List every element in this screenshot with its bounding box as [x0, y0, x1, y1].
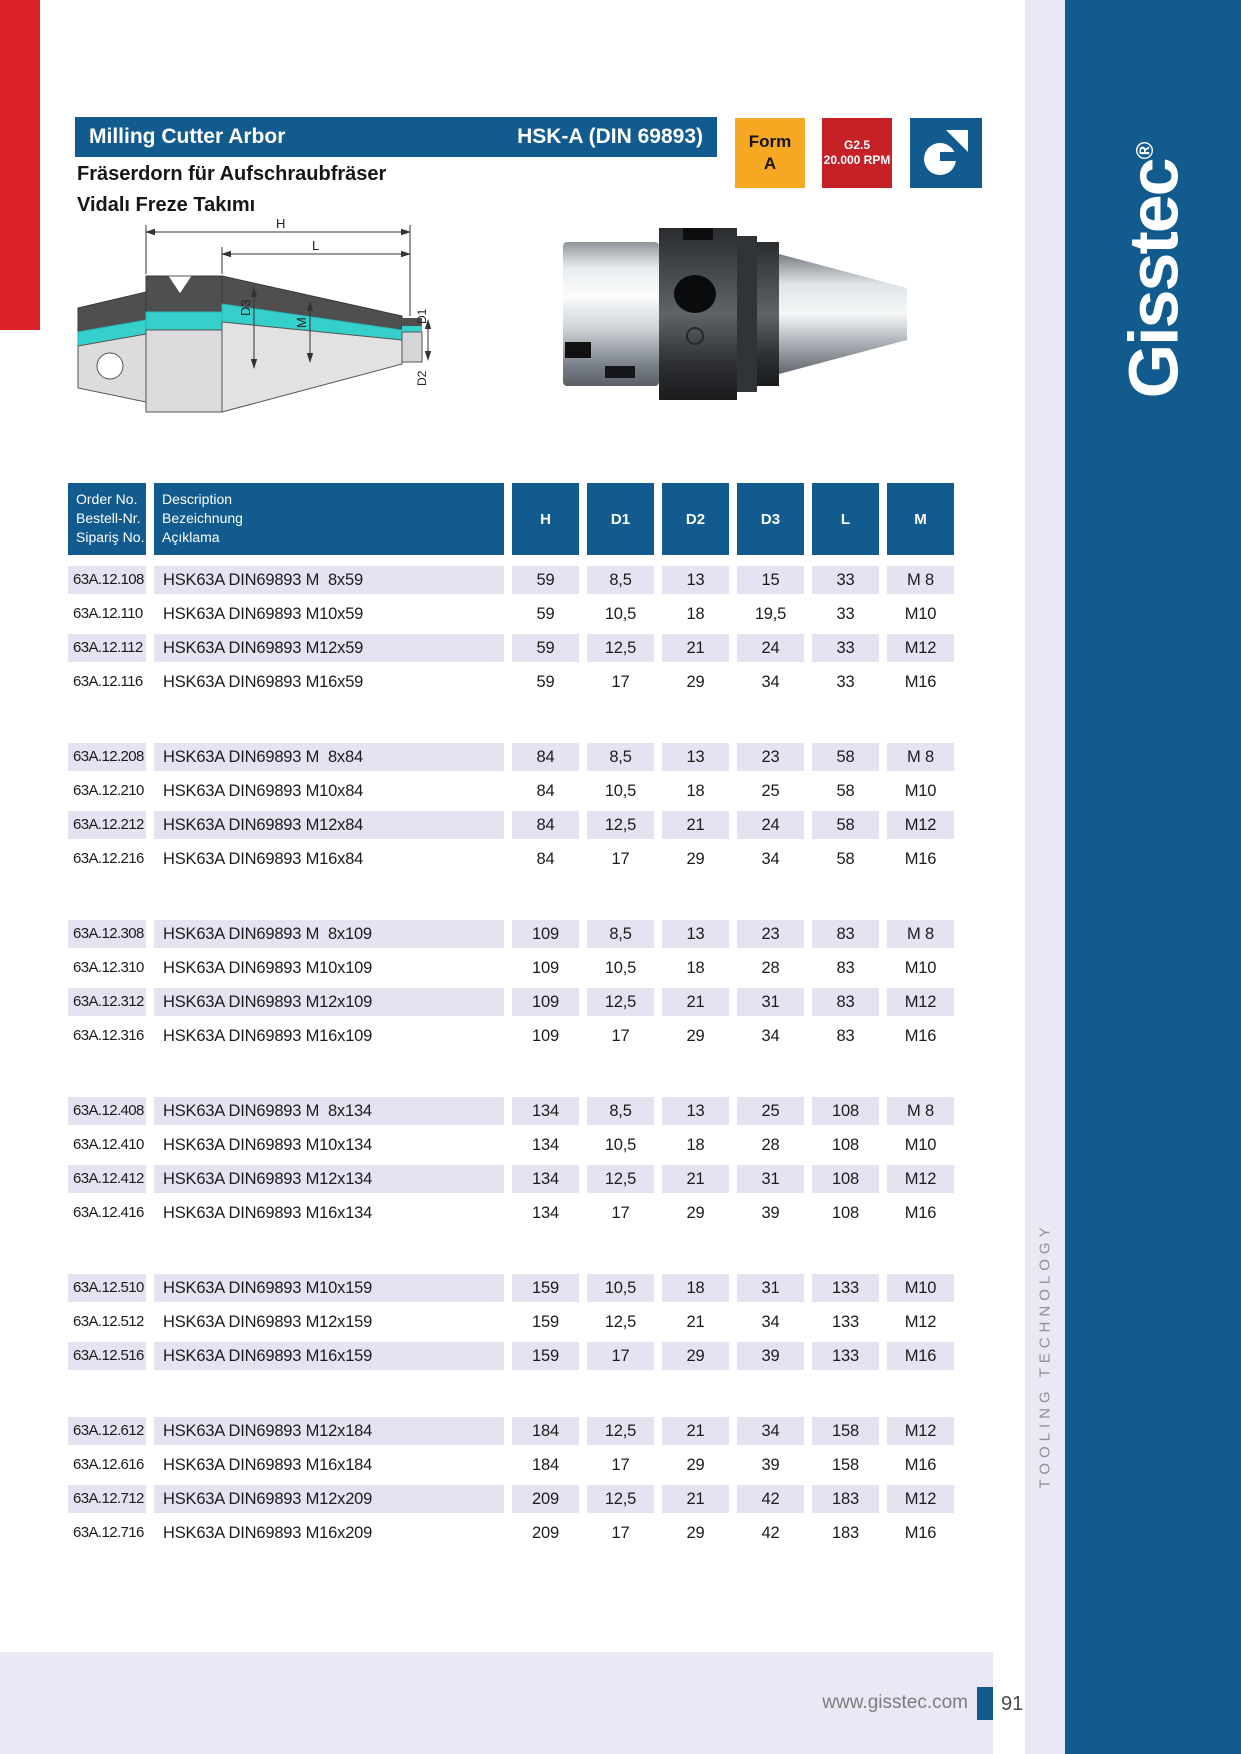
cell-d1: 8,5: [587, 743, 654, 771]
cell-d2: 29: [686, 1456, 705, 1474]
table-row-group: [68, 743, 954, 873]
cell-d3: 39: [737, 1342, 804, 1370]
brand-name: Gisstec: [1114, 159, 1192, 399]
standard-label: HSK-A (DIN 69893): [517, 125, 703, 148]
cell-l: 83: [836, 1027, 855, 1045]
cell-d3: 19,5: [754, 605, 787, 623]
technical-drawing: [58, 216, 434, 418]
subtitle-german: Fräserdorn für Aufschraubfräser: [77, 163, 387, 185]
cell-m: M10: [887, 1274, 954, 1302]
holder-body: [563, 242, 659, 386]
cell-d3: 34: [761, 1027, 780, 1045]
speed-badge-line2: 20.000 RPM: [823, 153, 891, 167]
dim-label-d1: D1: [415, 308, 429, 324]
cell-m: M10: [904, 782, 937, 800]
cell-l: 133: [832, 1313, 859, 1331]
page-number: 91: [1001, 1693, 1024, 1715]
cell-m: M 8: [887, 743, 954, 771]
cell-d1: 17: [611, 1204, 630, 1222]
cell-d1: 8,5: [587, 920, 654, 948]
cell-d1: 10,5: [604, 782, 637, 800]
cell-d1: 10,5: [604, 605, 637, 623]
cell-desc: HSK63A DIN69893 M 8x84: [154, 743, 504, 771]
cell-order: 63A.12.712: [68, 1485, 146, 1513]
cell-d3: 15: [737, 566, 804, 594]
cell-m: M16: [904, 1524, 937, 1542]
cell-m: M16: [904, 673, 937, 691]
cell-d3: 25: [761, 782, 780, 800]
cell-h: 109: [532, 959, 559, 977]
cell-d2: 29: [686, 673, 705, 691]
cell-d1: 12,5: [587, 988, 654, 1016]
cell-h: 184: [532, 1456, 559, 1474]
cell-desc: HSK63A DIN69893 M10x134: [163, 1136, 373, 1154]
cell-order: 63A.12.408: [68, 1097, 146, 1125]
cell-d2: 13: [662, 920, 729, 948]
header-cell-m: M: [887, 483, 954, 555]
cell-d2: 21: [662, 1165, 729, 1193]
cell-d1: 12,5: [587, 811, 654, 839]
cell-h: 134: [532, 1204, 559, 1222]
table-header: [68, 483, 954, 555]
cell-desc: HSK63A DIN69893 M12x209: [154, 1485, 504, 1513]
cell-d1: 17: [611, 673, 630, 691]
cell-desc: HSK63A DIN69893 M10x59: [163, 605, 364, 623]
cell-l: 83: [836, 959, 855, 977]
cell-d3: 34: [761, 1313, 780, 1331]
cell-l: 108: [812, 1165, 879, 1193]
cell-l: 83: [812, 920, 879, 948]
cell-order: 63A.12.510: [68, 1274, 146, 1302]
tagline-vertical-wrap: [1021, 1020, 1069, 1690]
cell-d2: 29: [686, 1524, 705, 1542]
red-accent-bar: [0, 0, 40, 330]
cell-d2: 18: [686, 605, 705, 623]
cell-order: 63A.12.212: [68, 811, 146, 839]
cell-l: 158: [812, 1417, 879, 1445]
cell-desc: HSK63A DIN69893 M16x209: [163, 1524, 373, 1542]
cell-d3: 28: [761, 959, 780, 977]
cell-m: M12: [887, 1417, 954, 1445]
cell-d3: 34: [737, 1417, 804, 1445]
cell-d2: 29: [662, 1342, 729, 1370]
cell-order: 63A.12.512: [73, 1313, 144, 1330]
title-bar: [75, 117, 717, 157]
cell-d3: 24: [737, 634, 804, 662]
cell-m: M16: [904, 1204, 937, 1222]
page-title: Milling Cutter Arbor: [89, 125, 286, 148]
cell-d2: 13: [662, 1097, 729, 1125]
table-row-group: [68, 1417, 954, 1547]
cell-h: 109: [532, 1027, 559, 1045]
cell-d2: 18: [686, 959, 705, 977]
cell-order: 63A.12.412: [68, 1165, 146, 1193]
cell-h: 59: [536, 673, 555, 691]
form-badge: [735, 118, 805, 188]
cell-h: 184: [512, 1417, 579, 1445]
cell-order: 63A.12.612: [68, 1417, 146, 1445]
cell-order: 63A.12.410: [73, 1136, 144, 1153]
cell-l: 33: [812, 634, 879, 662]
table-row-group: [68, 920, 954, 1050]
speed-badge: [822, 118, 892, 188]
cell-order: 63A.12.216: [73, 850, 144, 867]
cell-order: 63A.12.310: [73, 959, 144, 976]
cell-m: M16: [904, 1027, 937, 1045]
header-cell-d3: D3: [737, 483, 804, 555]
cell-desc: HSK63A DIN69893 M16x59: [163, 673, 364, 691]
tagline-vertical: TOOLING TECHNOLOGY: [1036, 1221, 1054, 1489]
cell-h: 134: [512, 1165, 579, 1193]
cell-d2: 21: [662, 634, 729, 662]
cell-h: 59: [512, 566, 579, 594]
cell-d2: 13: [662, 566, 729, 594]
cell-m: M12: [887, 811, 954, 839]
cell-m: M16: [904, 850, 937, 868]
cell-d3: 34: [761, 673, 780, 691]
product-photo: [545, 214, 915, 414]
cell-l: 133: [812, 1274, 879, 1302]
brand-logo-text: [1113, 142, 1193, 399]
subtitle-turkish: Vidalı Freze Takımı: [77, 194, 256, 216]
form-badge-value: A: [763, 154, 777, 173]
cell-order: 63A.12.716: [73, 1524, 144, 1541]
cell-h: 209: [512, 1485, 579, 1513]
cell-h: 84: [512, 811, 579, 839]
cell-desc: HSK63A DIN69893 M16x84: [163, 850, 364, 868]
cell-d1: 10,5: [587, 1274, 654, 1302]
header-cell-d2: D2: [662, 483, 729, 555]
cell-l: 133: [812, 1342, 879, 1370]
cell-order: 63A.12.316: [73, 1027, 144, 1044]
cell-order: 63A.12.516: [68, 1342, 146, 1370]
form-badge-label: Form: [748, 132, 792, 151]
cell-m: M12: [887, 1485, 954, 1513]
cell-order: 63A.12.112: [68, 634, 146, 662]
collar-hole: [674, 275, 716, 313]
cell-order: 63A.12.416: [73, 1204, 144, 1221]
cell-h: 134: [532, 1136, 559, 1154]
cell-d2: 21: [662, 1485, 729, 1513]
cell-d2: 29: [686, 850, 705, 868]
dim-label-d3: D3: [238, 299, 253, 316]
cell-h: 84: [536, 782, 555, 800]
cell-l: 108: [832, 1204, 859, 1222]
cell-m: M 8: [887, 1097, 954, 1125]
cell-d1: 10,5: [604, 1136, 637, 1154]
cell-h: 84: [536, 850, 555, 868]
cell-h: 209: [532, 1524, 559, 1542]
cell-l: 108: [832, 1136, 859, 1154]
cell-d3: 31: [737, 1274, 804, 1302]
cell-desc: HSK63A DIN69893 M 8x134: [154, 1097, 504, 1125]
cell-desc: HSK63A DIN69893 M16x184: [163, 1456, 373, 1474]
table-row-group: [68, 1274, 954, 1370]
cell-d3: 24: [737, 811, 804, 839]
dim-label-l: L: [312, 238, 320, 253]
cell-d2: 21: [662, 1417, 729, 1445]
cell-d2: 29: [686, 1204, 705, 1222]
cell-h: 159: [512, 1342, 579, 1370]
cell-l: 58: [812, 743, 879, 771]
cell-d2: 18: [686, 1136, 705, 1154]
cell-desc: HSK63A DIN69893 M10x109: [163, 959, 373, 977]
table-row-group: [68, 566, 954, 696]
table-body: [68, 566, 954, 1547]
page-number-marker: [977, 1687, 993, 1720]
cell-l: 33: [836, 673, 855, 691]
header-cell-order: Order No. Bestell-Nr. Sipariş No.: [68, 483, 146, 555]
taper-shank: [779, 254, 907, 374]
cell-d1: 17: [587, 1342, 654, 1370]
holder-collar: [659, 228, 737, 400]
cell-d2: 21: [662, 811, 729, 839]
cell-l: 33: [812, 566, 879, 594]
cell-d3: 31: [737, 988, 804, 1016]
cell-h: 59: [536, 605, 555, 623]
cell-d3: 42: [737, 1485, 804, 1513]
brand-logo-text-wrap: [1065, 0, 1241, 540]
cell-l: 58: [812, 811, 879, 839]
cell-d3: 25: [737, 1097, 804, 1125]
cell-l: 183: [832, 1524, 859, 1542]
cell-d3: 39: [761, 1204, 780, 1222]
registered-mark: ®: [1131, 141, 1159, 160]
cell-desc: HSK63A DIN69893 M16x134: [163, 1204, 373, 1222]
website-link[interactable]: www.gisstec.com: [822, 1692, 968, 1713]
cell-order: 63A.12.110: [73, 605, 143, 622]
cell-m: M12: [904, 1313, 937, 1331]
dim-label-h: H: [276, 216, 286, 231]
cell-d2: 18: [662, 1274, 729, 1302]
cell-m: M 8: [887, 566, 954, 594]
speed-badge-line1: G2.5: [843, 138, 870, 152]
cell-d2: 21: [662, 988, 729, 1016]
cell-desc: HSK63A DIN69893 M 8x59: [154, 566, 504, 594]
cell-d1: 12,5: [587, 634, 654, 662]
table-row-group: [68, 1097, 954, 1227]
gisstec-logo-icon: [910, 118, 982, 188]
cell-desc: HSK63A DIN69893 M 8x109: [154, 920, 504, 948]
cell-h: 159: [532, 1313, 559, 1331]
cell-d1: 12,5: [587, 1417, 654, 1445]
cell-l: 108: [812, 1097, 879, 1125]
cell-h: 84: [512, 743, 579, 771]
logo-badge: [910, 118, 982, 188]
cell-desc: HSK63A DIN69893 M10x159: [154, 1274, 504, 1302]
cell-d1: 17: [611, 850, 630, 868]
cell-desc: HSK63A DIN69893 M12x134: [154, 1165, 504, 1193]
cell-l: 158: [832, 1456, 859, 1474]
cell-d2: 21: [686, 1313, 705, 1331]
header-cell-h: H: [512, 483, 579, 555]
cell-m: M16: [904, 1456, 937, 1474]
cell-l: 33: [836, 605, 855, 623]
cell-order: 63A.12.108: [68, 566, 146, 594]
cell-desc: HSK63A DIN69893 M16x159: [154, 1342, 504, 1370]
cell-desc: HSK63A DIN69893 M12x159: [163, 1313, 373, 1331]
cell-d1: 8,5: [587, 566, 654, 594]
cell-d3: 39: [761, 1456, 780, 1474]
cell-desc: HSK63A DIN69893 M16x109: [163, 1027, 373, 1045]
cell-d2: 18: [686, 782, 705, 800]
cell-d2: 13: [662, 743, 729, 771]
cell-order: 63A.12.210: [73, 782, 144, 799]
cell-d1: 12,5: [587, 1165, 654, 1193]
header-cell-l: L: [812, 483, 879, 555]
cell-desc: HSK63A DIN69893 M12x109: [154, 988, 504, 1016]
cell-m: M12: [887, 988, 954, 1016]
cell-l: 183: [812, 1485, 879, 1513]
cell-order: 63A.12.308: [68, 920, 146, 948]
cell-d3: 23: [737, 743, 804, 771]
cell-d3: 42: [761, 1524, 780, 1542]
cell-m: M10: [904, 605, 937, 623]
cell-m: M16: [887, 1342, 954, 1370]
cell-d1: 17: [611, 1456, 630, 1474]
cell-d3: 34: [761, 850, 780, 868]
cell-h: 59: [512, 634, 579, 662]
cell-order: 63A.12.312: [68, 988, 146, 1016]
header-cell-description: Description Bezeichnung Açıklama: [154, 483, 504, 555]
cell-d3: 31: [737, 1165, 804, 1193]
cell-l: 83: [812, 988, 879, 1016]
cell-m: M 8: [887, 920, 954, 948]
dim-label-d2: D2: [415, 370, 429, 386]
cell-l: 58: [836, 850, 855, 868]
cell-desc: HSK63A DIN69893 M10x84: [163, 782, 364, 800]
cell-h: 134: [512, 1097, 579, 1125]
cell-m: M12: [887, 1165, 954, 1193]
cell-m: M10: [904, 1136, 937, 1154]
cell-d1: 12,5: [604, 1313, 637, 1331]
cell-d1: 10,5: [604, 959, 637, 977]
cell-d1: 8,5: [587, 1097, 654, 1125]
cell-desc: HSK63A DIN69893 M12x84: [154, 811, 504, 839]
cell-order: 63A.12.616: [73, 1456, 144, 1473]
cell-d1: 17: [611, 1027, 630, 1045]
dim-label-m: M: [294, 317, 309, 328]
cell-order: 63A.12.208: [68, 743, 146, 771]
cell-d1: 17: [611, 1524, 630, 1542]
header-cell-d1: D1: [587, 483, 654, 555]
cell-d1: 12,5: [587, 1485, 654, 1513]
cell-desc: HSK63A DIN69893 M12x184: [154, 1417, 504, 1445]
cell-d2: 29: [686, 1027, 705, 1045]
cell-h: 159: [512, 1274, 579, 1302]
cell-h: 109: [512, 988, 579, 1016]
cell-d3: 28: [761, 1136, 780, 1154]
cell-d3: 23: [737, 920, 804, 948]
cell-m: M10: [904, 959, 937, 977]
cell-h: 109: [512, 920, 579, 948]
cell-desc: HSK63A DIN69893 M12x59: [154, 634, 504, 662]
cell-l: 58: [836, 782, 855, 800]
cell-m: M12: [887, 634, 954, 662]
cell-order: 63A.12.116: [73, 673, 143, 690]
